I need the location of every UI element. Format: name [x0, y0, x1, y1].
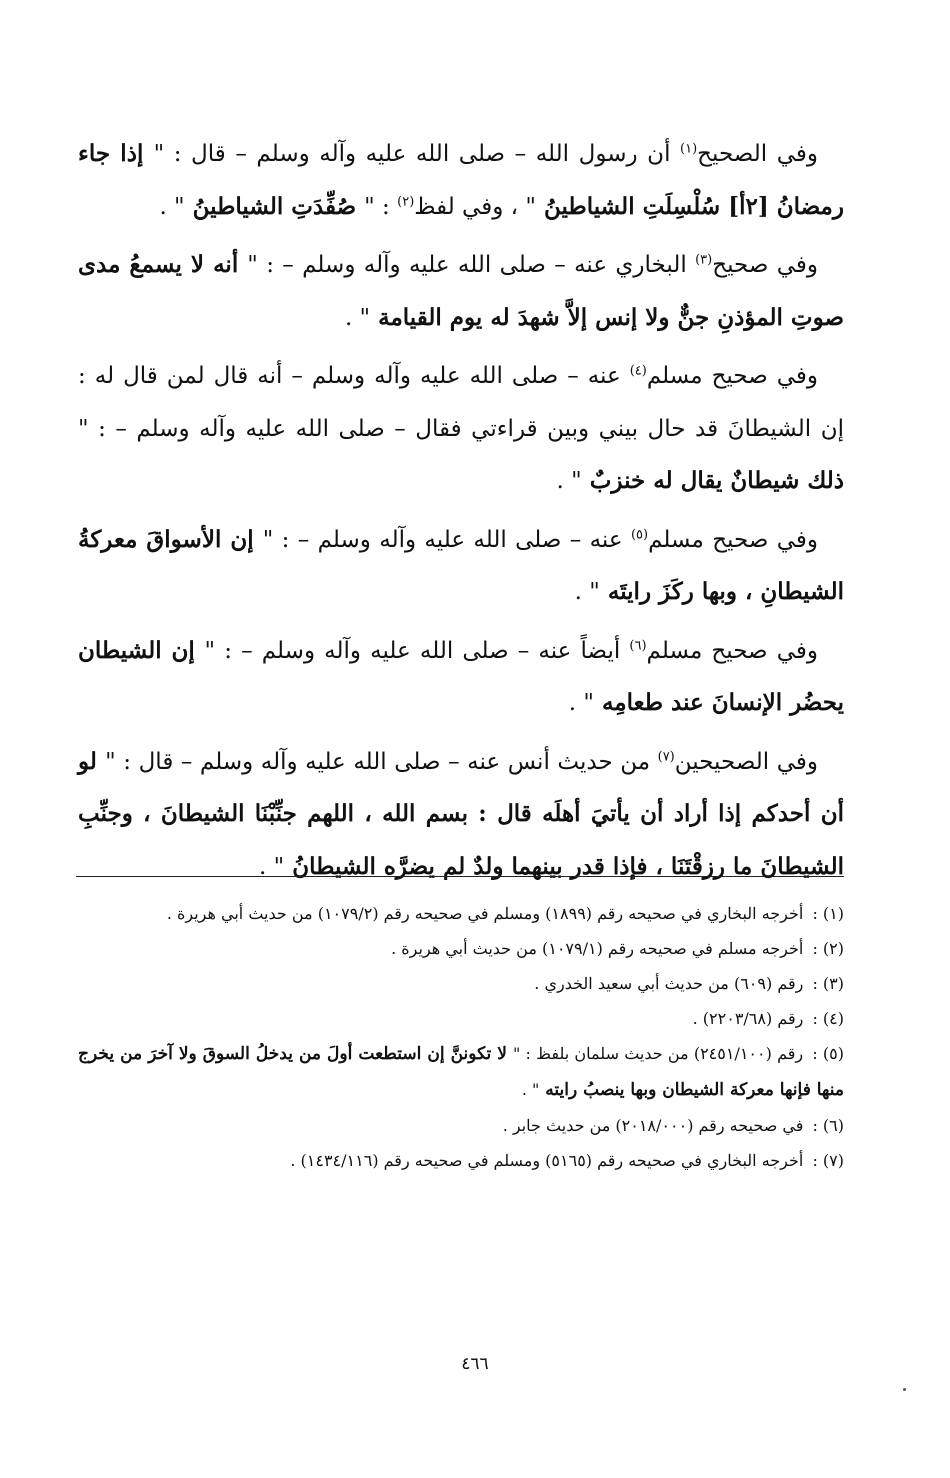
para-5-end: " . — [568, 690, 594, 716]
footnote-text: أخرجه البخاري في صحيحه رقم (٥١٦٥) ومسلم في صحيحه رقم (١٤٣٤/١١٦) . — [290, 1151, 804, 1170]
footnote-number: (٥) : — [812, 1044, 845, 1063]
paragraph-6 — [78, 736, 844, 894]
footnote-number: (٢) : — [812, 939, 844, 958]
para-1-intro: وفي الصحيح — [697, 141, 818, 167]
footnote-end: " . — [521, 1080, 540, 1099]
para-1-tail: " ، وفي لفظ — [414, 193, 536, 220]
footnote-number: (٤) : — [812, 1009, 844, 1028]
footnote-2 — [78, 931, 844, 966]
footnote-ref-7: (٧) — [657, 748, 675, 764]
paragraph-2 — [78, 239, 844, 344]
hadith-quote-5: إن الأسواقَ معركةُ الشيطانِ ، وبها ركَزَ رايتَه — [78, 525, 844, 605]
para-2-end: " . — [344, 304, 371, 331]
hadith-quote-6: إن الشيطان يحضُر الإنسانَ عند طعامِه — [78, 636, 844, 716]
paragraph-1 — [78, 128, 844, 233]
footnote-hadith-quote: لا تكوننَّ إن استطعت أولَ من يدخلُ السوقَ ولا آخرَ من يخرج منها فإنها معركة الشيطان وبها ينصبُ رايته — [78, 1044, 844, 1100]
scan-speck — [903, 1388, 906, 1391]
hadith-quote-4: ذلك شيطانٌ يقال له خنزبٌ — [581, 467, 844, 494]
footnote-ref-1: (١) — [680, 141, 698, 157]
para-5-text: أيضاً عنه – صلى الله عليه وآله وسلم – : " — [204, 637, 630, 664]
para-6-text: من حديث أنس عنه – صلى الله عليه وآله وسلم – قال : " — [105, 748, 658, 775]
footnote-number: (٣) : — [812, 974, 844, 993]
para-4-end: " . — [574, 579, 600, 605]
main-text — [78, 128, 844, 897]
footnote-ref-2: (٢) — [397, 193, 415, 209]
footnote-ref-5: (٥) — [630, 526, 649, 542]
footnotes — [78, 896, 844, 1178]
paragraph-3 — [78, 350, 844, 508]
footnote-divider — [76, 876, 844, 877]
para-6-end: " . — [259, 853, 285, 880]
footnote-text: رقم (٢٢٠٣/٦٨) . — [692, 1009, 804, 1028]
para-5-intro: وفي صحيح مسلم — [646, 637, 818, 664]
footnote-ref-3: (٣) — [695, 252, 713, 268]
hadith-quote-2: صُفِّدَتِ الشياطينُ — [184, 192, 365, 220]
footnote-text: رقم (٢٤٥١/١٠٠) من حديث سلمان بلفظ : " — [512, 1044, 804, 1063]
footnote-6 — [78, 1108, 844, 1143]
footnote-text: رقم (٦٠٩) من حديث أبي سعيد الخدري . — [534, 974, 804, 993]
para-6-intro: وفي الصحيحين — [674, 748, 819, 775]
para-3-text: عنه – صلى الله عليه وآله وسلم – أنه قال لمن قال له : إن الشيطانَ قد حال بيني وبين قراءتي فقال – صلى الله عليه وآله وسلم – : " — [78, 363, 844, 442]
paragraph-5 — [78, 625, 844, 730]
footnote-number: (٦) : — [812, 1116, 844, 1135]
para-1-end: " . — [159, 193, 185, 220]
footnote-ref-4: (٤) — [629, 363, 647, 379]
page-number: ٤٦٦ — [461, 1354, 489, 1374]
footnote-text: أخرجه البخاري في صحيحه رقم (١٨٩٩) ومسلم في صحيحه رقم (١٠٧٩/٢) من حديث أبي هريرة . — [166, 904, 804, 923]
footnote-7 — [78, 1143, 844, 1178]
footnote-5 — [78, 1036, 844, 1108]
paragraph-4 — [78, 514, 844, 619]
para-1-text2: : " — [364, 193, 398, 220]
para-2-text: البخاري عنه – صلى الله عليه وآله وسلم – : " — [247, 252, 696, 278]
para-3-intro: وفي صحيح مسلم — [646, 363, 818, 389]
hadith-quote-7: لو أن أحدكم إذا أراد أن يأتيَ أهلَه قال : بسم الله ، اللهم جنِّبْنَا الشيطانَ ، وجنِّبِ الشيطانَ ما رزقْتَنَا ، فإذا قدر بينهما ولدٌ لم يضرَّه الشيطانُ — [78, 747, 844, 880]
footnote-number: (١) : — [812, 904, 844, 923]
footnote-3 — [78, 966, 844, 1001]
para-3-end: " . — [556, 468, 582, 494]
footnote-text: في صحيحه رقم (٢٠١٨/٠٠٠) من حديث جابر . — [502, 1116, 804, 1135]
footnote-number: (٧) : — [812, 1151, 844, 1170]
footnote-1 — [78, 896, 844, 931]
footnote-4 — [78, 1001, 844, 1036]
para-2-intro: وفي صحيح — [712, 252, 819, 278]
para-1-text: أن رسول الله – صلى الله عليه وآله وسلم – قال : " — [153, 141, 681, 167]
footnote-ref-6: (٦) — [629, 637, 647, 653]
hadith-quote-1: إذا جاء رمضانُ [٢أ] سُلْسِلَتِ الشياطينُ — [78, 140, 844, 220]
para-4-text: عنه – صلى الله عليه وآله وسلم – : " — [262, 526, 631, 553]
footnote-text: أخرجه مسلم في صحيحه رقم (١٠٧٩/١) من حديث أبي هريرة . — [391, 939, 804, 958]
hadith-quote-3: أنه لا يسمعُ مدى صوتِ المؤذنِ جنٌّ ولا إنس إلاَّ شهدَ له يوم القيامة — [78, 251, 844, 331]
para-4-intro: وفي صحيح مسلم — [648, 526, 818, 553]
